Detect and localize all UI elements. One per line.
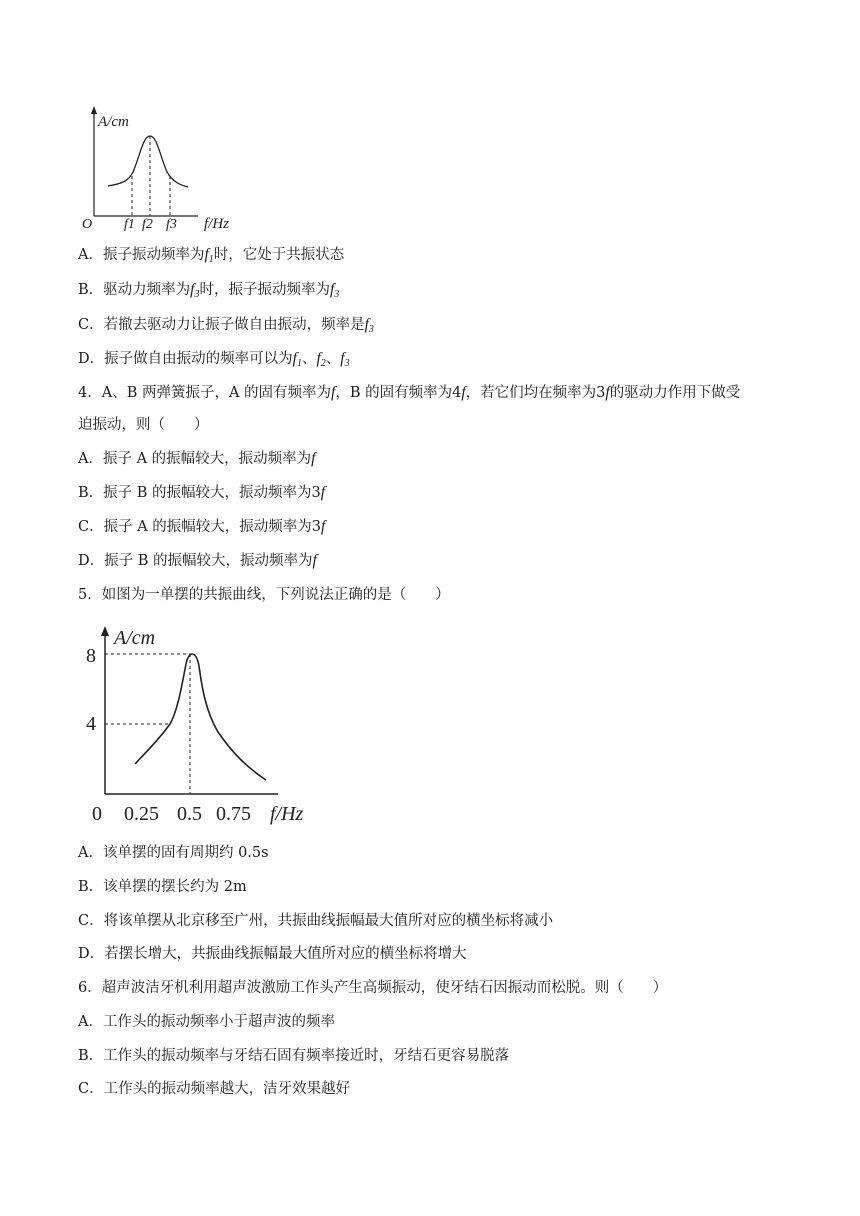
q3-option-a-text: A．振子振动频率为 <box>78 247 205 263</box>
fig2-curve <box>135 654 266 780</box>
fig2-xtick-0: 0 <box>92 803 102 825</box>
q4-option-b-text: B．振子 B 的振幅较大，振动频率为 <box>78 485 312 501</box>
fig2-xtick-075: 0.75 <box>216 803 251 825</box>
fig2-ytick-8: 8 <box>86 645 96 667</box>
q4-stem-part-d: ，若它们均在频率为 <box>465 385 597 401</box>
q4-option-d-f: f <box>312 552 317 569</box>
q4-option-b <box>78 483 325 503</box>
q4-stem-part-g: 迫振动，则（ ） <box>78 417 209 433</box>
q4-option-b-num: 3 <box>311 485 321 501</box>
q6-stem <box>78 978 667 998</box>
fig1-origin: O <box>82 217 93 232</box>
q3-option-d-text: D．振子做自由振动的频率可以为 <box>78 351 293 367</box>
q5-option-d-text: D．若摆长增大，共振曲线振幅最大值所对应的横坐标将增大 <box>78 946 467 962</box>
q3-option-b-sub-2: 3 <box>334 289 340 300</box>
q4-option-a-f: f <box>311 450 316 467</box>
q4-f-symbol-3: f <box>605 384 610 401</box>
q6-option-c <box>78 1079 350 1099</box>
q3-option-b-text-2: 时，振子振动频率为 <box>199 282 330 298</box>
q4-option-c <box>78 517 325 537</box>
q5-option-c-text: C．将该单摆从北京移至广州，共振曲线振幅最大值所对应的横坐标将减小 <box>78 913 554 929</box>
q5-stem <box>78 585 450 605</box>
q3-option-d: D．振子做自由振动的频率可以为$f_1$、$f_2$、$f_3$ <box>78 350 350 369</box>
q4-option-d-text: D．振子 B 的振幅较大，振动频率为 <box>78 553 313 569</box>
q3-option-b-text: B．驱动力频率为 <box>78 282 191 298</box>
q3-option-b-sub: 3 <box>194 289 200 300</box>
q5-option-d <box>78 944 467 964</box>
fig1-ylabel: A/cm <box>98 114 129 130</box>
q4-option-d <box>78 551 317 571</box>
q4-f-symbol: f <box>331 384 336 401</box>
fig2-ytick-4: 4 <box>86 713 96 735</box>
q4-option-c-num: 3 <box>311 519 322 535</box>
fig2-xtick-05: 0.5 <box>177 803 202 825</box>
q3-option-c: C．若撤去驱动力让振子做自由振动，频率是$f_3$ <box>78 316 374 335</box>
q6-option-a <box>78 1012 335 1032</box>
q4-stem-part-c: 4 <box>452 385 462 401</box>
q4-stem-part-b: ，B 的固有频率为 <box>335 385 453 401</box>
fig2-ylabel: A/cm <box>114 627 156 649</box>
fig1-xlabel: f/Hz <box>204 216 230 232</box>
fig1-tick-f3: f3 <box>166 217 177 232</box>
q3-option-c-text: C．若撤去驱动力让振子做自由振动，频率是 <box>78 317 365 333</box>
q6-option-b <box>78 1046 509 1066</box>
q4-stem-part-f: 的驱动力作用下做受 <box>609 385 741 401</box>
q6-stem-text: 6．超声波洁牙机利用超声波激励工作头产生高频振动，使牙结石因振动而松脱。则（ ） <box>78 980 668 996</box>
q6-option-a-text: A．工作头的振动频率小于超声波的频率 <box>78 1014 335 1030</box>
resonance-figure-2 <box>78 622 328 832</box>
q4-option-a-text: A．振子 A 的振幅较大，振动频率为 <box>78 451 312 467</box>
q4-option-c-f: f <box>321 518 326 535</box>
q5-option-b-text: B．该单摆的摆长约为 2m <box>78 879 247 895</box>
fig1-tick-f1: f1 <box>124 217 135 232</box>
fig2-y-arrow <box>101 626 109 636</box>
fig1-y-arrow <box>91 106 97 114</box>
q6-option-c-text: C．工作头的振动频率越大，洁牙效果越好 <box>78 1081 351 1097</box>
q3-option-a-sub: 1 <box>208 254 214 265</box>
q5-option-b <box>78 877 247 897</box>
q4-stem-line-1 <box>78 383 740 403</box>
q4-option-c-text: C．振子 A 的振幅较大，振动频率为 <box>78 519 312 535</box>
q5-option-a-text: A．该单摆的固有周期约 0.5s <box>78 845 269 861</box>
q6-option-b-text: B．工作头的振动频率与牙结石固有频率接近时，牙结石更容易脱落 <box>78 1048 510 1064</box>
q3-option-c-sub: 3 <box>368 324 374 335</box>
fig2-xtick-025: 0.25 <box>124 803 159 825</box>
q4-option-a <box>78 449 315 469</box>
q4-option-b-f: f <box>320 484 326 501</box>
fig1-curve <box>108 136 188 187</box>
q4-stem-line-2 <box>78 415 209 435</box>
q3-option-d-sub-2: 2 <box>320 358 326 369</box>
q3-option-a-text-2: 时，它处于共振状态 <box>213 247 345 263</box>
q3-option-a: A．振子振动频率为$f_1$时，它处于共振状态 <box>78 246 345 265</box>
q3-option-d-sep-2: 、 <box>325 351 341 367</box>
q5-stem-text: 5．如图为一单摆的共振曲线，下列说法正确的是（ ） <box>78 587 450 603</box>
q5-option-c <box>78 911 553 931</box>
fig2-xlabel: f/Hz <box>270 803 304 825</box>
q4-stem-part-a: 4．A、B 两弹簧振子，A 的固有频率为 <box>78 385 332 401</box>
q3-option-b: B．驱动力频率为$f_3$时，振子振动频率为$f_3$ <box>78 281 340 300</box>
q4-stem-part-e: 3 <box>596 385 606 401</box>
q3-option-d-sub-3: 3 <box>344 358 350 369</box>
q3-option-d-sep-1: 、 <box>301 351 317 367</box>
q5-option-a <box>78 843 269 863</box>
q3-option-d-sub-1: 1 <box>296 358 302 369</box>
q4-f-symbol-2: f <box>461 384 466 401</box>
fig1-tick-f2: f2 <box>142 217 153 232</box>
resonance-figure-1 <box>78 104 248 234</box>
